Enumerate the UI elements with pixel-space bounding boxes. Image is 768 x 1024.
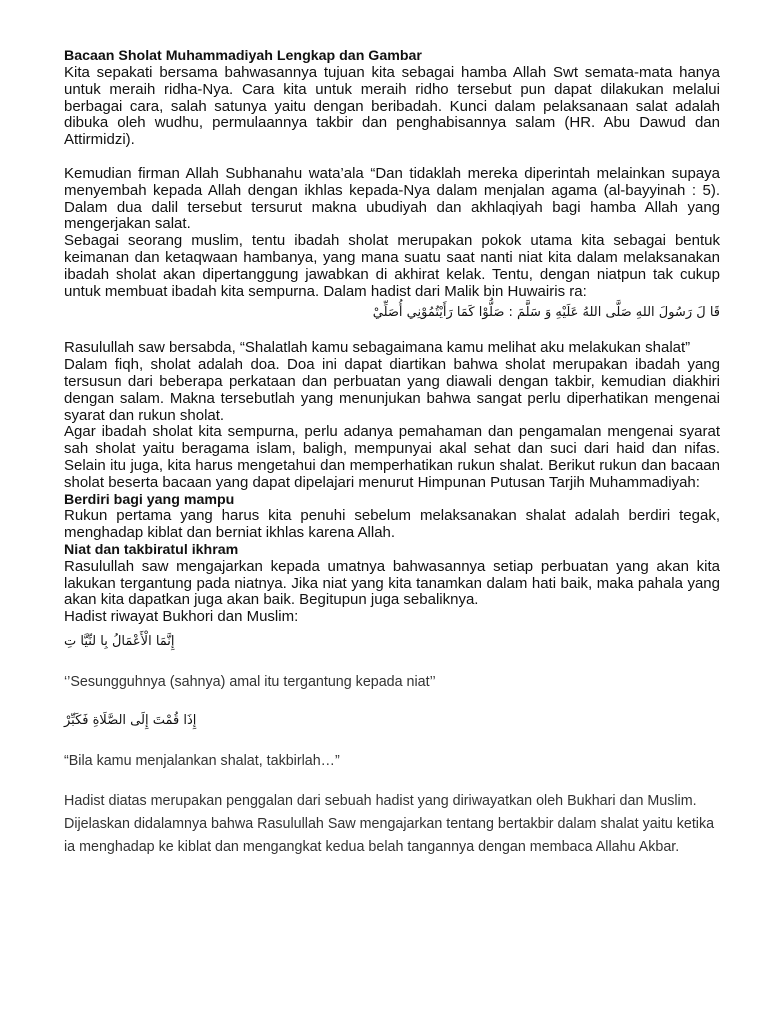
paragraph-niat: Rasulullah saw mengajarkan kepada umatnya bahwasannya setiap perbuatan yang akan kita lakukan tergantung pada niatnya. Jika niat yang kita tanamkan dalam hati baik, maka pahala yang akan kita dapatkan juga akan baik. Begitupun juga sebaliknya. [64,557,720,609]
spacer [64,149,720,166]
paragraph-firman: Kemudian firman Allah Subhanahu wata’ala “Dan tidaklah mereka diperintah melainkan supaya menyembah kepada Allah dengan ikhlas kepada-Nya dalam menjalan agama (al-bayyinah : 5). Dalam dua dalil tersebut tersurut makna ubudiyah dan akhlaqiyah bagi hamba Allah yang mengerjakan salat. [64,164,720,233]
paragraph-fiqh: Dalam fiqh, sholat adalah doa. Doa ini dapat diartikan bahwa sholat merupakan ibadah yang tersusun dari beberapa perkataan dan perbuatan yang diawali dengan takbir, kemudian diakhiri dengan salam. Makna tersebutlah yang menunjukan bahwa sangat perlu diperhatikan mengenai syarat dan rukun sholat. [64,356,720,424]
paragraph-rukun-pertama: Rukun pertama yang harus kita penuhi sebelum melaksanakan shalat adalah berdiri tegak, menghadap kiblat dan berniat ikhlas karena Allah. [64,507,720,542]
quote-niat: ‘’Sesungguhnya (sahnya) amal itu tergantung kepada niat’’ [64,673,436,690]
spacer [64,691,720,713]
paragraph-muslim: Sebagai seorang muslim, tentu ibadah sholat merupakan pokok utama kita sebagai bentuk keimanan dan ketaqwaan hambanya, yang mana suatu saat nanti niat kita dalam melaksanakan ibadah sholat akan dipertanggung jawabkan di akhirat kelak. Tentu, dengan niatpun tak cukup untuk membuat ibadah kita sempurna. Dalam hadist dari Malik bin Huwairis ra: [64,232,720,300]
paragraph-penjelasan: Hadist diatas merupakan penggalan dari sebuah hadist yang diriwayatkan oleh Bukhari dan Muslim. Dijelaskan didalamnya bahwa Rasulullah Saw mengajarkan tentang bertakbir dalam shalat yaitu ketika ia menghadap ke kiblat dan mengangkat kedua belah tangannya dengan membaca Allahu Akbar. [64,792,715,855]
document-title: Bacaan Sholat Muhammadiyah Lengkap dan Gambar [64,48,422,64]
paragraph-intro: Kita sepakati bersama bahwasannya tujuan kita sebagai hamba Allah Swt semata-mata hanya untuk meraih ridha-Nya. Cara kita untuk meraih ridho tersebut pun dapat dilakukan melalui berbagai cara, salah satunya yaitu dengan beribadah. Kunci dalam pelaksanaan salat adalah dibuka oleh wudhu, permulaannya takbir dan penghabisannya salam (HR. Abu Dawud dan Attirmidzi). [64,64,720,149]
spacer [64,626,720,634]
spacer [64,326,720,340]
paragraph-hadist-riwayat: Hadist riwayat Bukhori dan Muslim: [64,608,299,626]
paragraph-syarat: Agar ibadah sholat kita sempurna, perlu adanya pemahaman dan pengamalan mengenai syarat sah sholat yaitu beragama islam, baligh, mempunyai akal sehat dan suci dari haid dan nifas. Selain itu juga, kita harus mengetahui dan memperhatikan rukun shalat. Berikut rukun dan bacaan sholat beserta bacaan yang dapat dipelajari menurut Himpunan Putusan Tarjih Muhammadiyah: [64,423,720,491]
spacer [64,728,720,752]
paragraph-rasulullah-quote: Rasulullah saw bersabda, “Shalatlah kamu sebagaimana kamu melihat aku melakukan shalat” [64,339,691,357]
spacer [64,770,720,790]
spacer [64,649,720,673]
heading-berdiri: Berdiri bagi yang mampu [64,491,235,508]
arabic-hadith-shalat: قَا لَ رَسُولَ اللهِ صَلَّى اللهُ عَلَيْهِ وَ سَلَّمَ : صَلُّوْا كَمَا رَأَيْتُمُوْنِي أُصَلِّيْ [372,305,720,321]
heading-niat: Niat dan takbiratul ikhram [64,541,239,558]
arabic-hadith-niat: إِنَّمَا الْأَعْمَالُ بِا لنِّيَّا تِ [64,633,175,649]
quote-takbir: “Bila kamu menjalankan shalat, takbirlah…” [64,752,340,769]
arabic-hadith-takbir: إِذَا قُمْتَ إِلَى الصَّلَاةِ فَكَبِّرْ [64,712,197,728]
document-page [64,47,720,859]
